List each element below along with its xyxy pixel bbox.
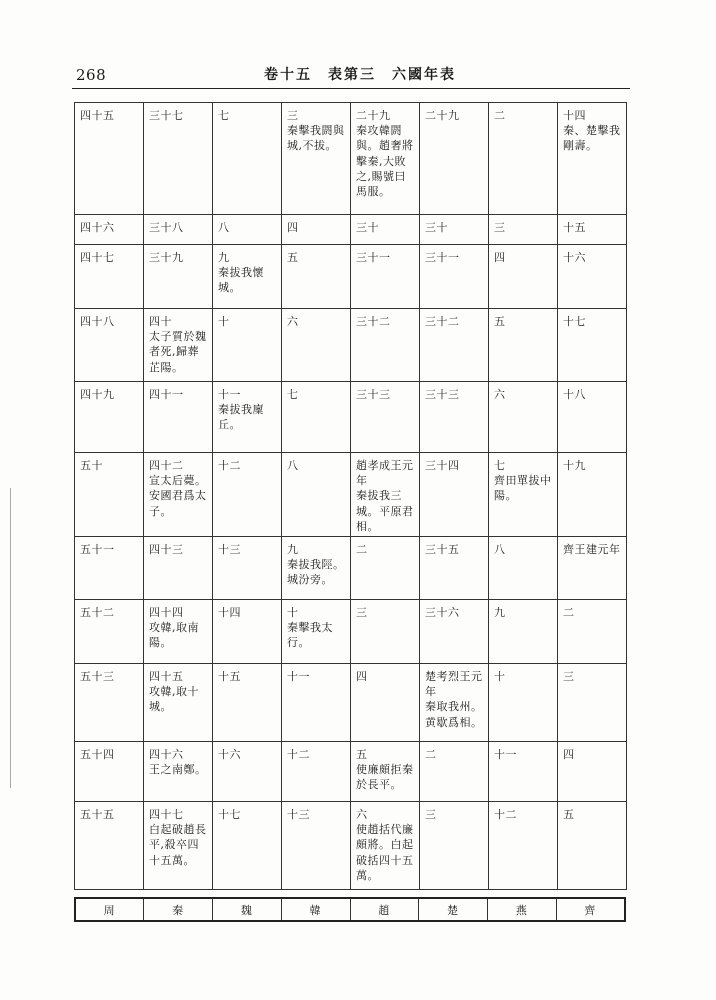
cell-wei: 八 [213,215,282,245]
cell-qi: 十九 [558,453,627,537]
cell-zhao: 五 使廉頗拒秦於長平。 [351,742,420,802]
cell-han: 五 [282,245,351,309]
cell-han: 六 [282,309,351,382]
cell-zhou: 五十二 [75,600,144,664]
cell-yan: 六 [489,382,558,453]
cell-zhou: 四十八 [75,309,144,382]
cell-wei: 九 秦拔我懷城。 [213,245,282,309]
cell-chu: 三十 [420,215,489,245]
cell-wei: 十 [213,309,282,382]
cell-yan: 十二 [489,802,558,890]
state-label-han: 韓 [281,898,350,921]
cell-han: 十三 [282,802,351,890]
state-label-wei: 魏 [213,898,282,921]
cell-yan: 十一 [489,742,558,802]
cell-wei: 十二 [213,453,282,537]
table-row [75,453,627,537]
cell-qi: 二 [558,600,627,664]
cell-zhou: 四十五 [75,103,144,215]
cell-qi: 三 [558,664,627,742]
cell-zhao: 四 [351,664,420,742]
cell-zhao: 三十 [351,215,420,245]
state-label-qi: 齊 [556,898,625,921]
running-title: 卷十五 表第三 六國年表 [264,67,456,83]
cell-qin: 四十 太子質於魏者死,歸葬芷陽。 [144,309,213,382]
cell-wei: 十一 秦拔我廩丘。 [213,382,282,453]
cell-chu: 三十一 [420,245,489,309]
cell-yan: 四 [489,245,558,309]
table-row [75,664,627,742]
state-label-qin: 秦 [144,898,213,921]
cell-qin: 四十六 王之南鄭。 [144,742,213,802]
cell-han: 四 [282,215,351,245]
cell-chu: 二 [420,742,489,802]
table-row [75,382,627,453]
cell-zhao: 二十九 秦攻韓閼與。趙奢將擊秦,大敗之,賜號曰馬服。 [351,103,420,215]
cell-qi: 十五 [558,215,627,245]
table-row [75,600,627,664]
cell-chu: 楚考烈王元年 秦取我州。黄歇爲相。 [420,664,489,742]
cell-wei: 十三 [213,537,282,600]
cell-han: 十二 [282,742,351,802]
cell-han: 十 秦擊我太行。 [282,600,351,664]
cell-chu: 三 [420,802,489,890]
cell-qin: 三十九 [144,245,213,309]
cell-zhao: 三十三 [351,382,420,453]
cell-qin: 四十五 攻韓,取十城。 [144,664,213,742]
table-row [75,103,627,215]
cell-zhao: 三十二 [351,309,420,382]
page-number: 268 [76,66,107,84]
cell-yan: 九 [489,600,558,664]
table-row [75,215,627,245]
cell-zhou: 四十六 [75,215,144,245]
cell-wei: 七 [213,103,282,215]
state-label-zhao: 趙 [350,898,419,921]
cell-qi: 十六 [558,245,627,309]
cell-chu: 二十九 [420,103,489,215]
cell-chu: 三十二 [420,309,489,382]
table-row [75,742,627,802]
cell-han: 九 秦拔我陘。城汾旁。 [282,537,351,600]
cell-wei: 十六 [213,742,282,802]
state-header-row [74,897,626,922]
cell-yan: 三 [489,215,558,245]
cell-qin: 四十一 [144,382,213,453]
cell-qin: 四十七 白起破趙長平,殺卒四十五萬。 [144,802,213,890]
state-label-zhou: 周 [75,898,144,921]
cell-zhao: 六 使趙括代廉頗將。白起破括四十五萬。 [351,802,420,890]
cell-qin: 三十八 [144,215,213,245]
cell-chu: 三十三 [420,382,489,453]
cell-chu: 三十六 [420,600,489,664]
cell-qin: 四十二 宣太后薨。安國君爲太子。 [144,453,213,537]
cell-wei: 十七 [213,802,282,890]
cell-zhao: 二 [351,537,420,600]
cell-zhou: 五十五 [75,802,144,890]
cell-qin: 四十三 [144,537,213,600]
state-label-chu: 楚 [419,898,488,921]
cell-yan: 七 齊田單拔中陽。 [489,453,558,537]
cell-han: 七 [282,382,351,453]
cell-han: 八 [282,453,351,537]
cell-zhou: 四十七 [75,245,144,309]
cell-zhou: 五十四 [75,742,144,802]
table-row [75,245,627,309]
table-row [75,537,627,600]
state-label-yan: 燕 [488,898,557,921]
cell-qi: 五 [558,802,627,890]
cell-chu: 三十五 [420,537,489,600]
cell-wei: 十四 [213,600,282,664]
binding-margin-line [10,488,11,788]
cell-zhao: 三十一 [351,245,420,309]
cell-zhao: 三 [351,600,420,664]
cell-qin: 四十四 攻韓,取南陽。 [144,600,213,664]
cell-zhou: 五十三 [75,664,144,742]
cell-qi: 齊王建元年 [558,537,627,600]
cell-han: 三 秦擊我閼與城,不拔。 [282,103,351,215]
cell-chu: 三十四 [420,453,489,537]
cell-qi: 十四 秦、楚擊我剛壽。 [558,103,627,215]
cell-yan: 十 [489,664,558,742]
cell-zhou: 五十 [75,453,144,537]
chronology-table [74,102,627,890]
cell-yan: 八 [489,537,558,600]
table-row [75,802,627,890]
cell-wei: 十五 [213,664,282,742]
cell-qin: 三十七 [144,103,213,215]
cell-han: 十一 [282,664,351,742]
state-labels [75,898,625,921]
cell-zhao: 趙孝成王元年 秦拔我三城。平原君相。 [351,453,420,537]
table-row [75,309,627,382]
header-rule [72,88,630,89]
cell-qi: 十八 [558,382,627,453]
cell-yan: 二 [489,103,558,215]
cell-yan: 五 [489,309,558,382]
cell-zhou: 四十九 [75,382,144,453]
cell-qi: 十七 [558,309,627,382]
cell-qi: 四 [558,742,627,802]
cell-zhou: 五十一 [75,537,144,600]
